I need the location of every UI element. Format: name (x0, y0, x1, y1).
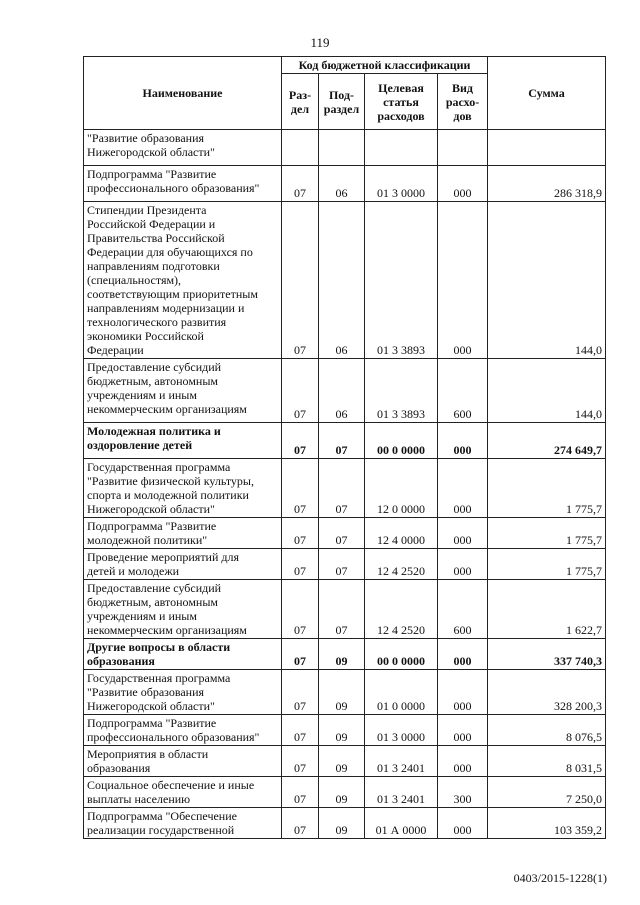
row-target: 01 3 0000 (365, 166, 438, 202)
table-row (84, 459, 606, 518)
row-name: Подпрограмма "Развитие профессионального образования" (84, 166, 282, 202)
row-target: 01 А 0000 (365, 808, 438, 839)
row-sum: 1 775,7 (488, 459, 606, 518)
table-row (84, 808, 606, 839)
table-row (84, 549, 606, 580)
row-sum: 144,0 (488, 202, 606, 359)
row-razdel: 07 (282, 580, 319, 639)
row-podrazdel: 09 (319, 715, 365, 746)
row-podrazdel: 09 (319, 639, 365, 670)
row-razdel: 07 (282, 808, 319, 839)
row-name: "Развитие образования Нижегородской области" (84, 130, 282, 166)
budget-table (83, 56, 606, 839)
row-target: 12 4 2520 (365, 549, 438, 580)
table-row (84, 202, 606, 359)
row-podrazdel: 06 (319, 202, 365, 359)
row-podrazdel: 07 (319, 549, 365, 580)
row-target: 01 3 3893 (365, 202, 438, 359)
row-target: 12 4 2520 (365, 580, 438, 639)
row-podrazdel: 06 (319, 359, 365, 423)
row-target: 01 0 0000 (365, 670, 438, 715)
table-row (84, 359, 606, 423)
row-target: 00 0 0000 (365, 423, 438, 459)
document-code: 0403/2015-1228(1) (513, 871, 607, 885)
row-target: 01 3 3893 (365, 359, 438, 423)
row-podrazdel: 07 (319, 459, 365, 518)
row-name: Другие вопросы в области образования (84, 639, 282, 670)
row-sum: 1 775,7 (488, 549, 606, 580)
row-vid: 600 (438, 359, 488, 423)
row-vid: 300 (438, 777, 488, 808)
row-razdel: 07 (282, 359, 319, 423)
row-vid: 000 (438, 202, 488, 359)
row-name: Социальное обеспечение и иные выплаты населению (84, 777, 282, 808)
table-row (84, 670, 606, 715)
row-razdel: 07 (282, 715, 319, 746)
row-podrazdel (319, 130, 365, 166)
header-vid: Вид расхо- дов (438, 74, 488, 130)
row-razdel: 07 (282, 459, 319, 518)
row-razdel: 07 (282, 202, 319, 359)
row-sum: 103 359,2 (488, 808, 606, 839)
row-vid: 000 (438, 746, 488, 777)
row-name: Проведение мероприятий для детей и молодежи (84, 549, 282, 580)
row-sum: 8 076,5 (488, 715, 606, 746)
row-podrazdel: 09 (319, 670, 365, 715)
table-row (84, 518, 606, 549)
header-target: Целевая статья расходов (365, 74, 438, 130)
table-row (84, 423, 606, 459)
row-target: 01 3 0000 (365, 715, 438, 746)
header-sum: Сумма (488, 57, 606, 130)
row-target: 12 4 0000 (365, 518, 438, 549)
header-name: Наименование (84, 57, 282, 130)
row-razdel: 07 (282, 639, 319, 670)
row-vid: 600 (438, 580, 488, 639)
row-sum: 286 318,9 (488, 166, 606, 202)
row-vid: 000 (438, 670, 488, 715)
header-classification-group: Код бюджетной классификации (282, 57, 488, 74)
row-target: 01 3 2401 (365, 746, 438, 777)
row-name: Молодежная политика и оздоровление детей (84, 423, 282, 459)
row-sum (488, 130, 606, 166)
row-sum: 7 250,0 (488, 777, 606, 808)
row-vid: 000 (438, 715, 488, 746)
row-name: Подпрограмма "Развитие профессионального образования" (84, 715, 282, 746)
row-razdel: 07 (282, 423, 319, 459)
row-vid: 000 (438, 808, 488, 839)
row-razdel: 07 (282, 166, 319, 202)
row-podrazdel: 06 (319, 166, 365, 202)
row-target: 12 0 0000 (365, 459, 438, 518)
row-vid: 000 (438, 639, 488, 670)
row-podrazdel: 09 (319, 777, 365, 808)
table-row (84, 777, 606, 808)
row-name: Стипендии Президента Российской Федерации и Правительства Российской Федерации для обучающихся по направлениям подготовки (специальностям), соответствующим приоритетным направлениям модернизации и технологического развития экономики Российской Федерации (84, 202, 282, 359)
row-sum: 144,0 (488, 359, 606, 423)
table-row (84, 715, 606, 746)
row-name: Предоставление субсидий бюджетным, автономным учреждениям и иным некоммерческим организациям (84, 359, 282, 423)
row-name: Государственная программа "Развитие образования Нижегородской области" (84, 670, 282, 715)
page-number: 119 (310, 35, 330, 50)
row-name: Подпрограмма "Развитие молодежной политики" (84, 518, 282, 549)
row-podrazdel: 07 (319, 518, 365, 549)
row-razdel (282, 130, 319, 166)
row-name: Подпрограмма "Обеспечение реализации государственной (84, 808, 282, 839)
table-row (84, 166, 606, 202)
row-name: Государственная программа "Развитие физической культуры, спорта и молодежной политики Нижегородской области" (84, 459, 282, 518)
row-podrazdel: 09 (319, 746, 365, 777)
row-sum: 337 740,3 (488, 639, 606, 670)
table-row (84, 639, 606, 670)
row-sum: 1 622,7 (488, 580, 606, 639)
row-podrazdel: 09 (319, 808, 365, 839)
table-row (84, 580, 606, 639)
row-vid: 000 (438, 549, 488, 580)
row-vid: 000 (438, 423, 488, 459)
header-podrazdel: Под- раздел (319, 74, 365, 130)
table-row (84, 130, 606, 166)
row-vid: 000 (438, 459, 488, 518)
row-podrazdel: 07 (319, 423, 365, 459)
row-vid (438, 130, 488, 166)
table-row (84, 746, 606, 777)
row-target (365, 130, 438, 166)
header-razdel: Раз- дел (282, 74, 319, 130)
row-podrazdel: 07 (319, 580, 365, 639)
row-razdel: 07 (282, 746, 319, 777)
row-name: Предоставление субсидий бюджетным, автономным учреждениям и иным некоммерческим организациям (84, 580, 282, 639)
row-razdel: 07 (282, 549, 319, 580)
row-target: 00 0 0000 (365, 639, 438, 670)
row-razdel: 07 (282, 777, 319, 808)
row-razdel: 07 (282, 670, 319, 715)
row-vid: 000 (438, 166, 488, 202)
row-target: 01 3 2401 (365, 777, 438, 808)
row-razdel: 07 (282, 518, 319, 549)
row-vid: 000 (438, 518, 488, 549)
row-name: Мероприятия в области образования (84, 746, 282, 777)
row-sum: 1 775,7 (488, 518, 606, 549)
row-sum: 274 649,7 (488, 423, 606, 459)
row-sum: 8 031,5 (488, 746, 606, 777)
row-sum: 328 200,3 (488, 670, 606, 715)
